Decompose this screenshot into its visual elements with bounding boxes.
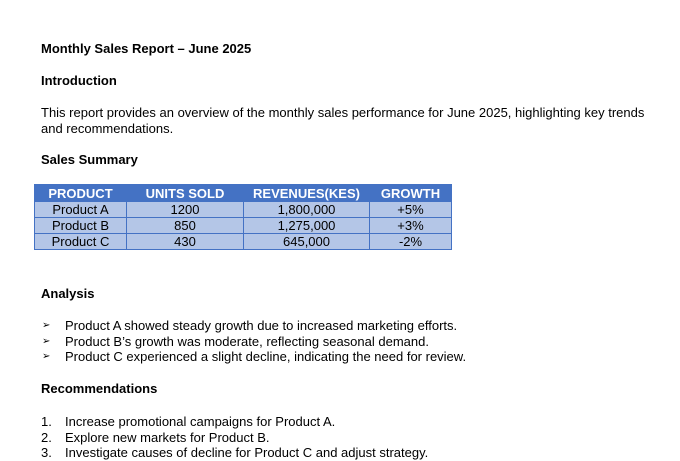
table-row: [35, 234, 452, 250]
list-item: [41, 349, 466, 365]
list-number: 1.: [41, 414, 52, 429]
header-revenues: REVENUES(KES): [244, 185, 370, 202]
cell-units-sold: 1200: [127, 202, 244, 218]
cell-revenue: 1,800,000: [244, 202, 370, 218]
list-item: [41, 334, 466, 350]
cell-product: Product A: [35, 202, 127, 218]
introduction-heading: Introduction: [41, 73, 117, 88]
cell-growth: -2%: [370, 234, 452, 250]
cell-revenue: 1,275,000: [244, 218, 370, 234]
cell-growth: +3%: [370, 218, 452, 234]
recommendations-heading: Recommendations: [41, 381, 158, 396]
cell-units-sold: 850: [127, 218, 244, 234]
cell-units-sold: 430: [127, 234, 244, 250]
header-units-sold: UNITS SOLD: [127, 185, 244, 202]
arrow-bullet-icon: ➢: [42, 335, 51, 347]
cell-growth: +5%: [370, 202, 452, 218]
cell-product: Product B: [35, 218, 127, 234]
analysis-item-text: Product C experienced a slight decline, indicating the need for review.: [65, 349, 467, 365]
list-item: [41, 430, 428, 446]
table-row: [35, 202, 452, 218]
recommendation-text: Investigate causes of decline for Product C and adjust strategy.: [65, 445, 429, 461]
table-header-row: [35, 185, 452, 202]
header-product: PRODUCT: [35, 185, 127, 202]
cell-product: Product C: [35, 234, 127, 250]
sales-summary-table: [34, 184, 452, 250]
analysis-list: [41, 318, 466, 365]
cell-revenue: 645,000: [244, 234, 370, 250]
recommendation-text: Explore new markets for Product B.: [65, 429, 270, 445]
list-item: [41, 414, 428, 430]
recommendations-list: [41, 414, 428, 461]
list-number: 2.: [41, 429, 52, 445]
arrow-bullet-icon: ➢: [42, 320, 51, 331]
analysis-item-text: Product A showed steady growth due to increased marketing efforts.: [65, 318, 458, 333]
list-number: 3.: [41, 445, 52, 461]
list-item: [41, 318, 466, 334]
analysis-item-text: Product B’s growth was moderate, reflecting seasonal demand.: [65, 333, 429, 349]
introduction-paragraph: This report provides an overview of the monthly sales performance for June 2025, highlighting key trends and recommendations.: [41, 105, 645, 136]
header-growth: GROWTH: [370, 185, 452, 202]
analysis-heading: Analysis: [41, 286, 95, 301]
arrow-bullet-icon: ➢: [42, 351, 51, 363]
report-title: Monthly Sales Report – June 2025: [41, 41, 252, 56]
table-row: [35, 218, 452, 234]
sales-summary-heading: Sales Summary: [41, 152, 138, 167]
recommendation-text: Increase promotional campaigns for Product A.: [65, 414, 336, 429]
